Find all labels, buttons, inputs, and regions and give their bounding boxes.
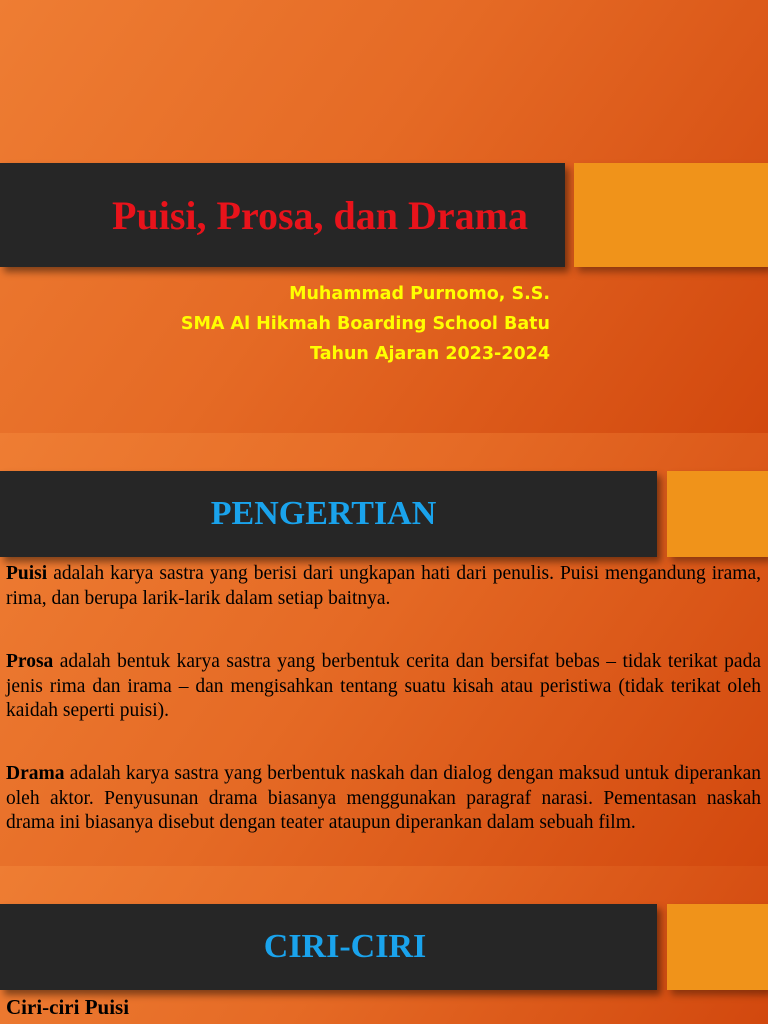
title-slide: [0, 0, 768, 433]
slide-title: Puisi, Prosa, dan Drama: [112, 193, 528, 238]
definition-puisi: [6, 562, 761, 611]
definition-prosa: [6, 650, 761, 724]
section-heading: CIRI-CIRI: [263, 928, 427, 965]
text-drama: adalah karya sastra yang berbentuk naskah dan dialog dengan maksud untuk diperankan oleh aktor. Penyusunan drama biasanya menggunakan paragraf narasi. Pementasan naskah drama ini biasanya disebut dengan teater ataupun diperankan dalam sebuah film.: [6, 763, 761, 833]
text-puisi: adalah karya sastra yang berisi dari ungkapan hati dari penulis. Puisi mengandung irama, rima, dan berupa larik-larik dalam setiap baitnya.: [6, 563, 761, 609]
title-accent-block: [574, 163, 768, 267]
academic-year: Tahun Ajaran 2023-2024: [310, 344, 550, 364]
author-name: Muhammad Purnomo, S.S.: [289, 284, 550, 304]
section-heading: PENGERTIAN: [210, 495, 437, 532]
term-drama: Drama: [6, 763, 65, 784]
subtitle-block: [181, 279, 550, 369]
text-prosa: adalah bentuk karya sastra yang berbentuk cerita dan bersifat bebas – tidak terikat pada jenis rima dan irama – dan mengisahkan tentang suatu kisah atau peristiwa (tidak terikat oleh kaidah seperti puisi).: [6, 651, 761, 721]
heading-accent-block: [667, 471, 768, 557]
school-name: SMA Al Hikmah Boarding School Batu: [180, 314, 550, 334]
definition-slide: [0, 433, 768, 866]
term-prosa: Prosa: [6, 651, 54, 672]
term-puisi: Puisi: [6, 563, 48, 584]
subsection-label: Ciri-ciri Puisi: [6, 995, 130, 1019]
definition-drama: [6, 762, 761, 836]
